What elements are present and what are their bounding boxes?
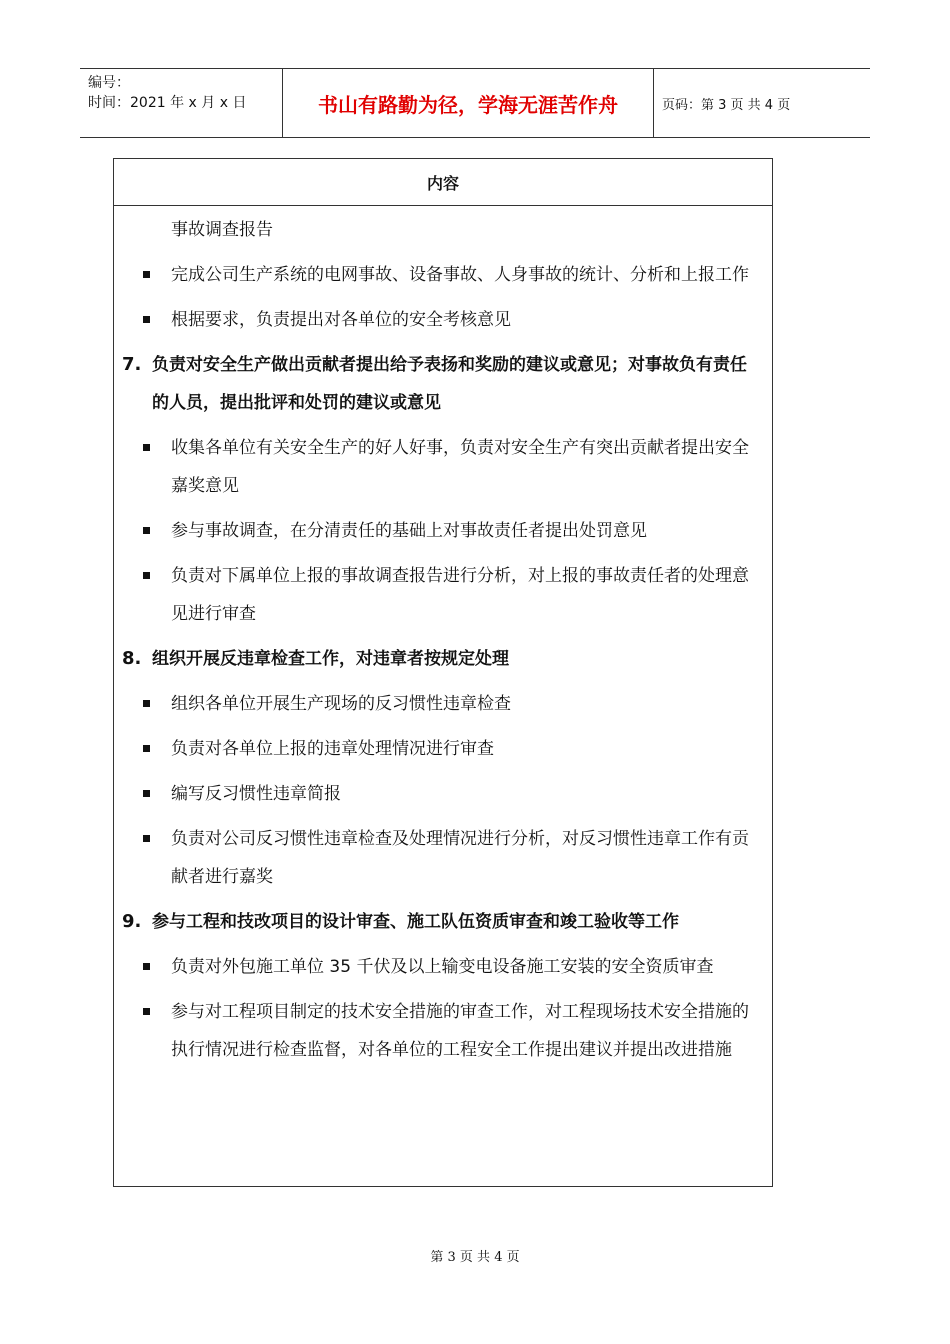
document-time-label: 时间：2021 年 x 月 x 日 <box>88 95 247 111</box>
content-heading: 内容 <box>114 159 772 206</box>
section-number: 7. <box>122 354 142 375</box>
bullet-text: 组织各单位开展生产现场的反习惯性违章检查 <box>171 694 511 714</box>
square-bullet-icon <box>122 948 171 986</box>
header-motto: 书山有路勤为径，学海无涯苦作舟 <box>282 69 654 137</box>
bullet-text: 负责对各单位上报的违章处理情况进行审查 <box>171 739 494 759</box>
bullet-text: 根据要求，负责提出对各单位的安全考核意见 <box>171 310 511 330</box>
header-page-label: 页码：第 3 页 共 4 页 <box>662 97 791 113</box>
section-number: 8. <box>122 648 142 669</box>
bullet-item <box>122 775 760 813</box>
square-bullet-icon <box>122 429 171 505</box>
bullet-text: 编写反习惯性违章简报 <box>171 784 341 804</box>
bullet-text: 完成公司生产系统的电网事故、设备事故、人身事故的统计、分析和上报工作 <box>171 265 749 285</box>
square-bullet-icon <box>122 256 171 294</box>
header-page-number <box>654 69 870 137</box>
bullet-item <box>122 820 760 896</box>
page-header <box>80 68 870 138</box>
bullet-text: 负责对外包施工单位 35 千伏及以上输变电设备施工安装的安全资质审查 <box>171 957 714 977</box>
square-bullet-icon <box>122 512 171 550</box>
section-title: 组织开展反违章检查工作，对违章者按规定处理 <box>152 649 509 669</box>
section-heading <box>122 346 760 422</box>
bullet-item <box>122 557 760 633</box>
content-box <box>113 158 773 1187</box>
section-title: 负责对安全生产做出贡献者提出给予表扬和奖励的建议或意见；对事故负有责任的人员，提出批评和处罚的建议或意见 <box>152 355 747 413</box>
bullet-item <box>122 512 760 550</box>
bullet-text: 负责对公司反习惯性违章检查及处理情况进行分析，对反习惯性违章工作有贡献者进行嘉奖 <box>171 829 749 887</box>
bullet-item <box>122 948 760 986</box>
content-items <box>122 256 760 1069</box>
square-bullet-icon <box>122 820 171 896</box>
section-title: 参与工程和技改项目的设计审查、施工队伍资质审查和竣工验收等工作 <box>152 912 679 932</box>
content-body <box>114 211 772 1069</box>
square-bullet-icon <box>122 775 171 813</box>
bullet-item <box>122 993 760 1069</box>
header-meta <box>80 69 282 137</box>
bullet-text: 负责对下属单位上报的事故调查报告进行分析，对上报的事故责任者的处理意见进行审查 <box>171 566 749 624</box>
page-footer: 第 3 页 共 4 页 <box>430 1250 520 1265</box>
square-bullet-icon <box>122 685 171 723</box>
bullet-item <box>122 301 760 339</box>
section-number: 9. <box>122 911 142 932</box>
bullet-text: 参与对工程项目制定的技术安全措施的审查工作，对工程现场技术安全措施的执行情况进行检查监督，对各单位的工程安全工作提出建议并提出改进措施 <box>171 1002 749 1060</box>
square-bullet-icon <box>122 301 171 339</box>
document-number-label: 编号： <box>88 75 130 91</box>
square-bullet-icon <box>122 730 171 768</box>
bullet-item <box>122 256 760 294</box>
bullet-item <box>122 429 760 505</box>
bullet-item <box>122 685 760 723</box>
section-heading <box>122 903 760 941</box>
bullet-text: 参与事故调查，在分清责任的基础上对事故责任者提出处罚意见 <box>171 521 647 541</box>
square-bullet-icon <box>122 557 171 633</box>
continuation-text: 事故调查报告 <box>171 220 273 240</box>
square-bullet-icon <box>122 993 171 1069</box>
bullet-text: 收集各单位有关安全生产的好人好事，负责对安全生产有突出贡献者提出安全嘉奖意见 <box>171 438 749 496</box>
section-heading <box>122 640 760 678</box>
bullet-item <box>122 730 760 768</box>
